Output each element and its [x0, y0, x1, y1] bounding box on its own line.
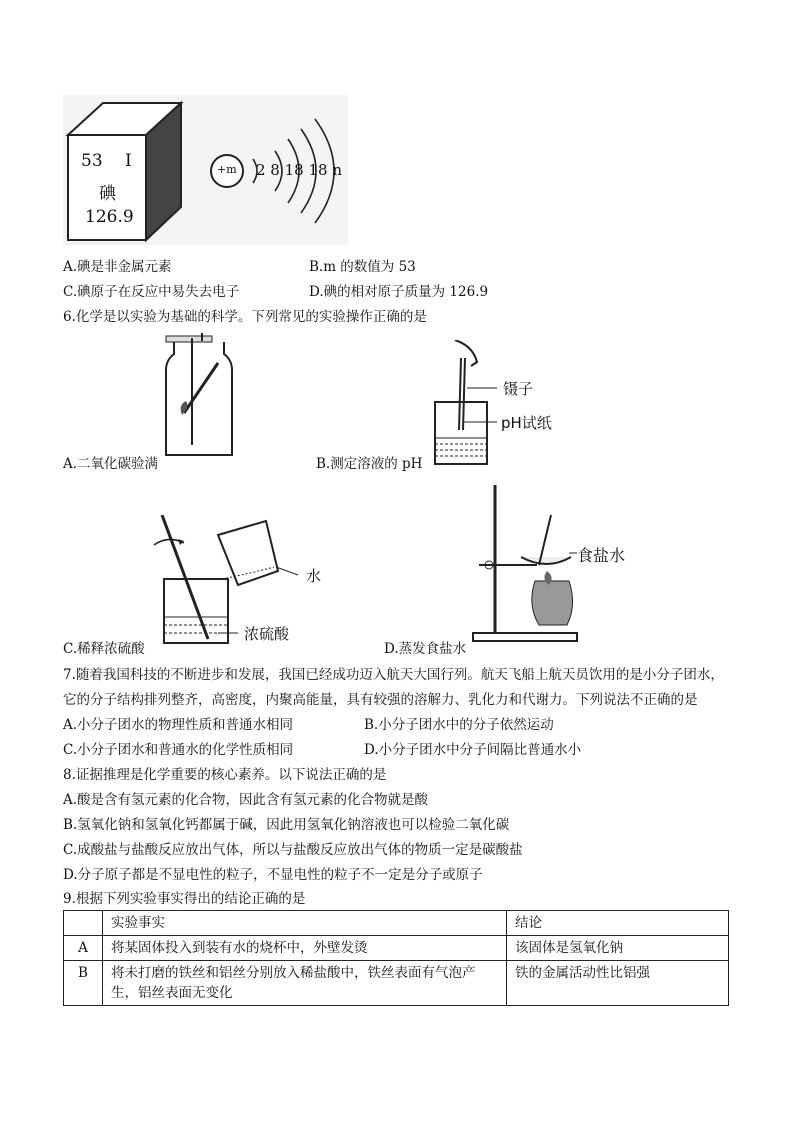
q9-stem: 9.根据下列实验事实得出的结论正确的是 — [63, 891, 306, 907]
table-header-cell: 结论 — [507, 911, 729, 936]
ph-paper-label: pH试纸 — [501, 414, 552, 432]
electron-shells-label: 2 8 18 18 n — [256, 161, 342, 179]
water-label: 水 — [306, 567, 322, 585]
table-row — [64, 961, 729, 1006]
table-cell-conclusion: 铁的金属活动性比铝强 — [507, 961, 729, 1006]
q5-option-d: D.碘的相对原子质量为 126.9 — [309, 284, 489, 300]
ph-test-figure — [425, 340, 575, 468]
q7-stem-line1: 7.随着我国科技的不断进步和发展，我国已经成功迈入航天大国行列。航天飞船上航天员饮用的是小分子团水， — [63, 667, 724, 683]
element-name: 碘 — [99, 184, 116, 204]
table-cell-fact: 将未打磨的铁丝和铝丝分别放入稀盐酸中，铁丝表面有气泡产生，铝丝表面无变化 — [103, 961, 507, 1006]
table-header-row — [64, 911, 729, 936]
tweezers-label: 镊子 — [503, 380, 534, 398]
table-row — [64, 936, 729, 961]
q8-option-c: C.成酸盐与盐酸反应放出气体，所以与盐酸反应放出气体的物质一定是碳酸盐 — [63, 842, 523, 858]
iodine-figure — [63, 95, 348, 245]
q7-option-b: B.小分子团水中的分子依然运动 — [364, 717, 554, 733]
q8-option-d: D.分子原子都是不显电性的粒子，不显电性的粒子不一定是分子或原子 — [63, 867, 483, 883]
element-symbol: I — [125, 151, 132, 171]
salt-water-label: 食盐水 — [577, 546, 626, 565]
nucleus-label: +m — [217, 163, 237, 176]
q9-table — [63, 910, 729, 1006]
q8-option-a: A.酸是含有氢元素的化合物，因此含有氢元素的化合物就是酸 — [63, 792, 429, 808]
q8-option-b: B.氢氧化钠和氢氧化钙都属于碱，因此用氢氧化钠溶液也可以检验二氧化碳 — [63, 817, 510, 833]
q6-option-c: C.稀释浓硫酸 — [63, 641, 145, 657]
q7-stem-line2: 它的分子结构排列整齐，高密度，内聚高能量，具有较强的溶解力、乳化力和代谢力。下列说法不正确的是 — [63, 692, 698, 708]
evaporation-figure — [465, 485, 645, 647]
table-cell-conclusion: 该固体是氢氧化钠 — [507, 936, 729, 961]
q5-option-a: A.碘是非金属元素 — [63, 259, 172, 275]
table-cell-label: A — [64, 936, 103, 961]
q5-option-c: C.碘原子在反应中易失去电子 — [63, 284, 240, 300]
q7-option-a: A.小分子团水的物理性质和普通水相同 — [63, 717, 294, 733]
q6-option-a: A.二氧化碳验满 — [63, 456, 159, 472]
table-header-cell — [64, 911, 103, 936]
conc-acid-label: 浓硫酸 — [244, 625, 290, 643]
dilute-acid-figure — [148, 515, 338, 647]
table-cell-label: B — [64, 961, 103, 1006]
table-header-cell: 实验事实 — [103, 911, 507, 936]
element-mass: 126.9 — [85, 207, 134, 227]
q6-option-b: B.测定溶液的 pH — [316, 456, 423, 472]
q7-option-c: C.小分子团水和普通水的化学性质相同 — [63, 742, 294, 758]
q6-option-d: D.蒸发食盐水 — [384, 641, 467, 657]
co2-bottle-figure — [162, 333, 242, 461]
q8-stem: 8.证据推理是化学重要的核心素养。以下说法正确的是 — [63, 767, 387, 783]
q6-stem: 6.化学是以实验为基础的科学。下列常见的实验操作正确的是 — [63, 309, 427, 325]
table-cell-fact: 将某固体投入到装有水的烧杯中，外壁发烫 — [103, 936, 507, 961]
element-atomic-number: 53 — [81, 151, 103, 171]
q5-option-b: B.m 的数值为 53 — [309, 259, 416, 275]
q7-option-d: D.小分子团水中分子间隔比普通水小 — [364, 742, 582, 758]
